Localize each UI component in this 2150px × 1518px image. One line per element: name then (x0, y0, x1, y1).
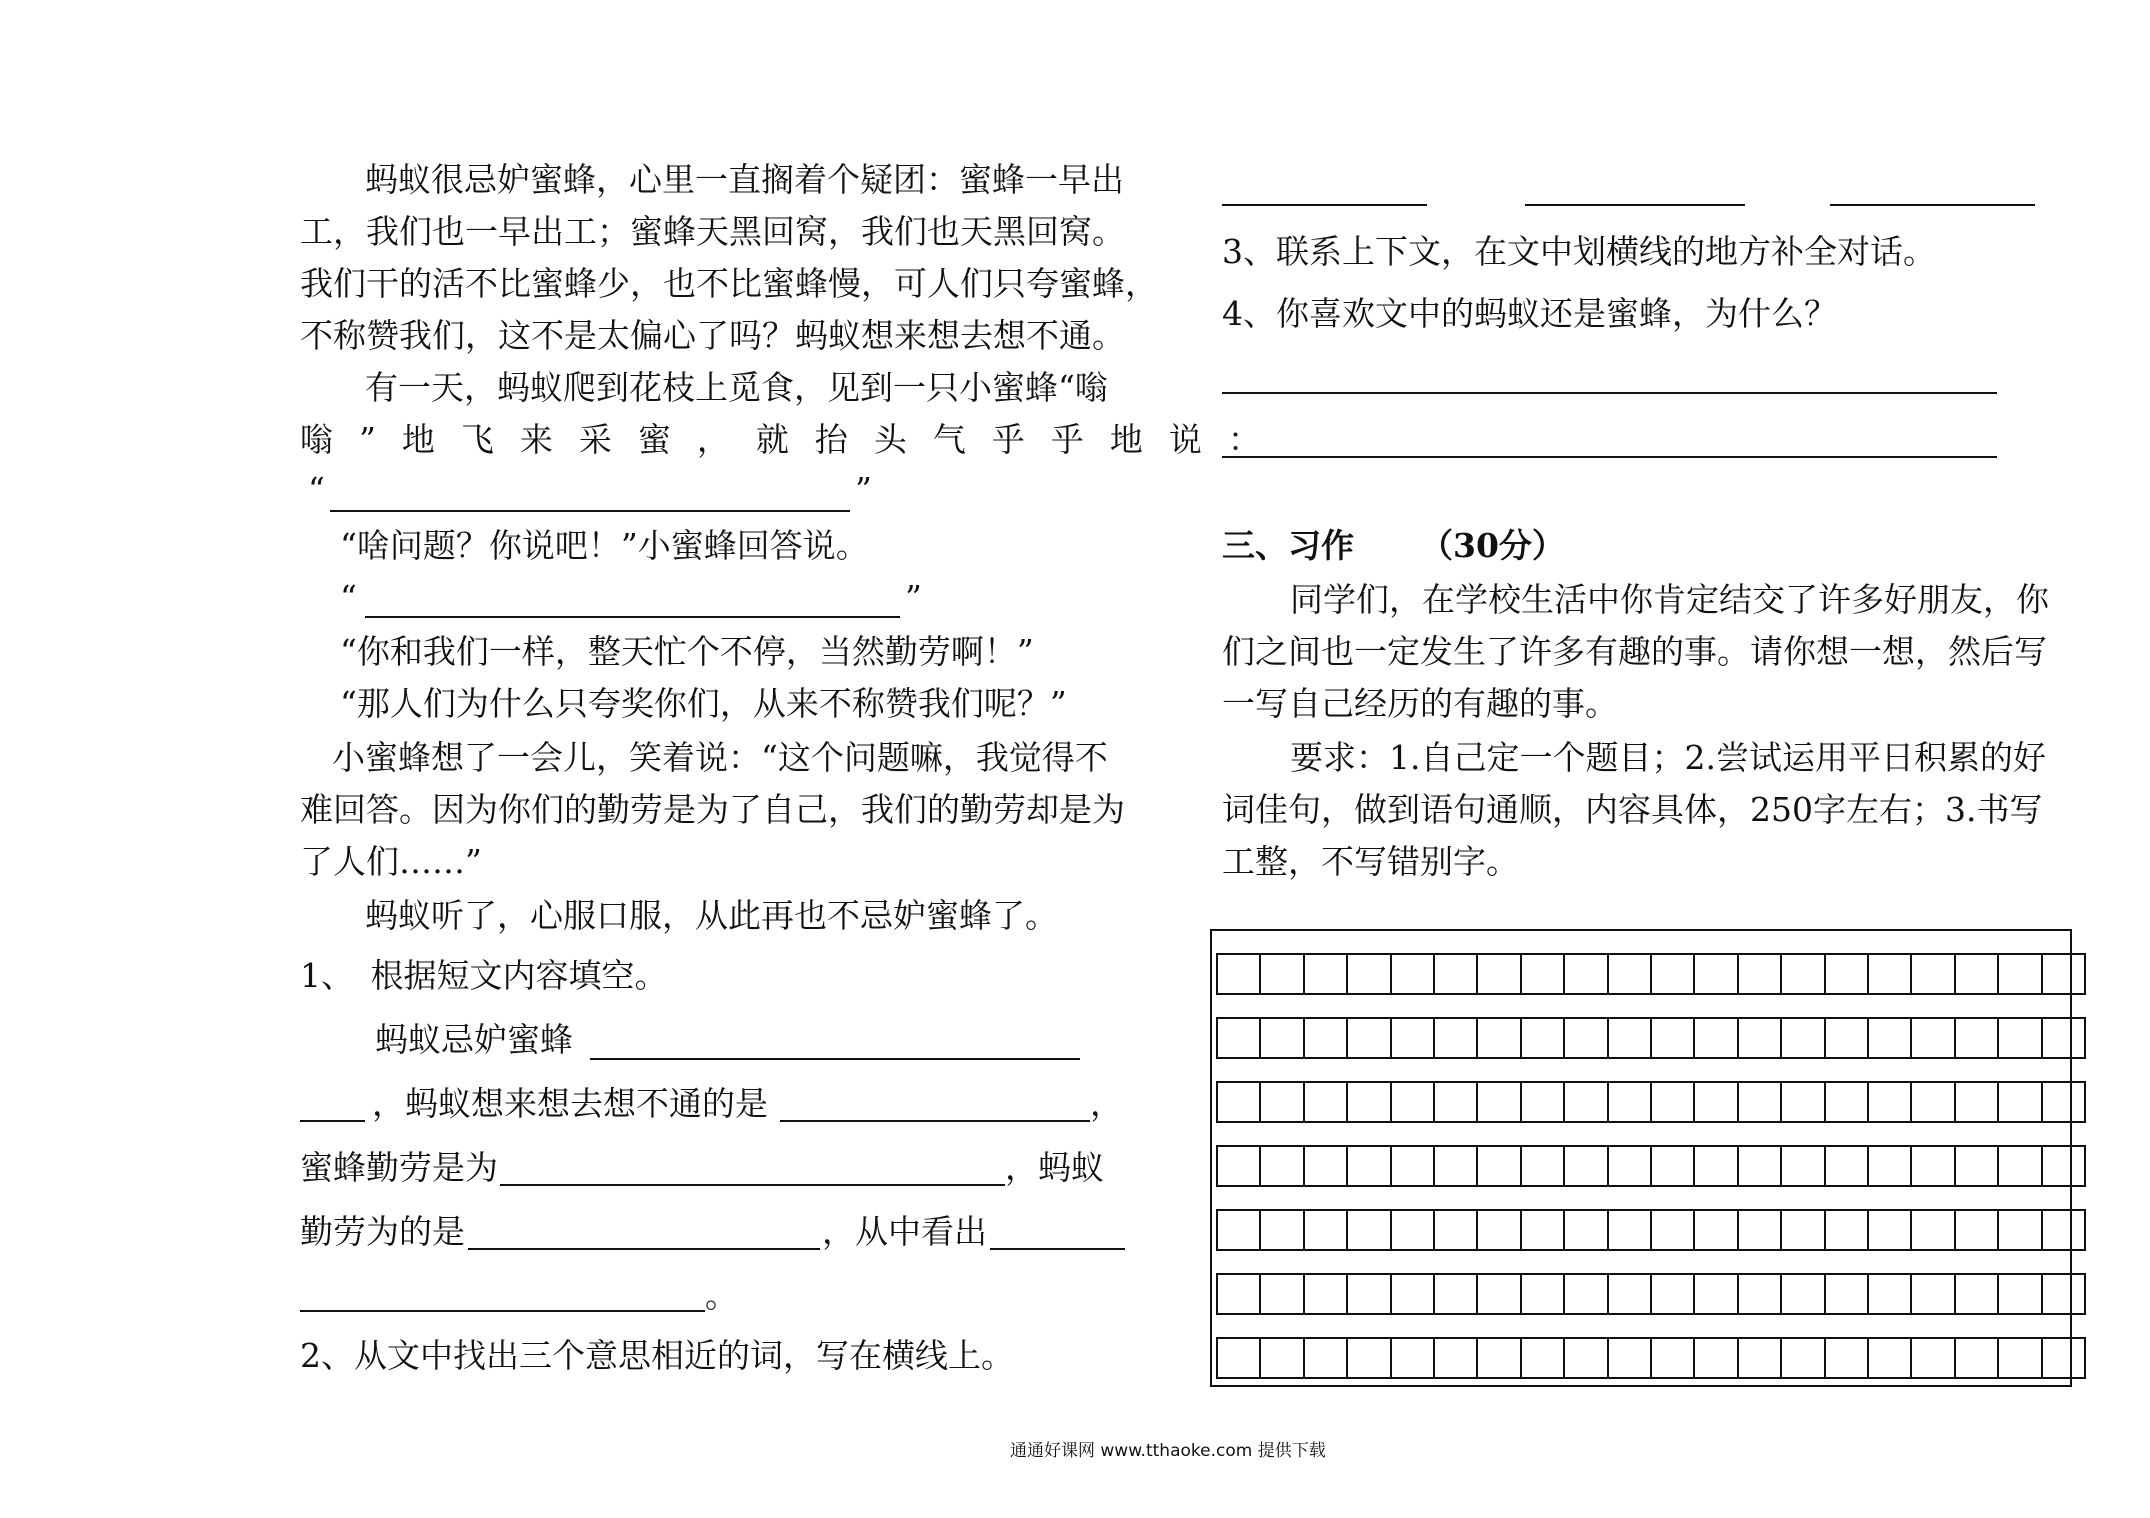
sec3-body-line-2: 们之间也一定发生了许多有趣的事。请你想一想，然后写 (1222, 632, 2047, 671)
grid-cell[interactable] (1476, 953, 1521, 995)
grid-cell[interactable] (1780, 1145, 1825, 1187)
grid-cell[interactable] (1303, 1017, 1348, 1059)
grid-cell[interactable] (1433, 1017, 1478, 1059)
p1-line-2: 工，我们也一早出工；蜜蜂天黑回窝，我们也天黑回窝。 (300, 212, 1125, 251)
answer-blank-2[interactable] (365, 616, 900, 618)
grid-cell[interactable] (1303, 1209, 1348, 1251)
grid-cell[interactable] (1780, 1017, 1825, 1059)
q4-answer-line-2[interactable] (1222, 456, 1997, 458)
grid-cell[interactable] (1693, 1017, 1738, 1059)
grid-cell[interactable] (1216, 1209, 1261, 1251)
grid-cell[interactable] (1737, 1017, 1782, 1059)
grid-cell[interactable] (1390, 1081, 1435, 1123)
grid-cell[interactable] (1737, 1273, 1782, 1315)
grid-cell[interactable] (1607, 953, 1652, 995)
quote-close: ” (855, 470, 872, 509)
grid-cell[interactable] (1433, 1145, 1478, 1187)
grid-cell[interactable] (1563, 1209, 1608, 1251)
grid-cell[interactable] (2041, 1273, 2086, 1315)
grid-row (1212, 953, 2070, 997)
grid-cell[interactable] (1476, 1017, 1521, 1059)
grid-cell[interactable] (1780, 953, 1825, 995)
grid-cell[interactable] (1346, 1209, 1391, 1251)
quote-open-2: “ (340, 578, 357, 617)
q1-d-mid: ，从中看出 (822, 1212, 987, 1251)
composition-grid[interactable] (1210, 929, 2072, 1387)
grid-cell[interactable] (1824, 1209, 1869, 1251)
grid-cell[interactable] (1910, 1209, 1955, 1251)
grid-cell[interactable] (1910, 1337, 1955, 1379)
grid-cell[interactable] (1650, 1273, 1695, 1315)
dialogue-3: “那人们为什么只夸奖你们，从来不称赞我们呢？” (340, 684, 1067, 723)
grid-cell[interactable] (1824, 1081, 1869, 1123)
dialogue-4-line-3: 了人们……” (300, 842, 482, 881)
grid-cell[interactable] (1954, 1145, 1999, 1187)
grid-cell[interactable] (1693, 1081, 1738, 1123)
grid-cell[interactable] (2041, 1081, 2086, 1123)
grid-cell[interactable] (1390, 1273, 1435, 1315)
grid-cell[interactable] (1259, 1081, 1304, 1123)
dialogue-1: “啥问题？你说吧！”小蜜蜂回答说。 (340, 526, 869, 565)
grid-cell[interactable] (1346, 953, 1391, 995)
question-4: 4、你喜欢文中的蚂蚁还是蜜蜂，为什么？ (1222, 294, 1837, 333)
grid-cell[interactable] (1390, 1337, 1435, 1379)
grid-cell[interactable] (1867, 1017, 1912, 1059)
grid-cell[interactable] (1824, 1017, 1869, 1059)
grid-cell[interactable] (1520, 1209, 1565, 1251)
grid-cell[interactable] (1563, 1145, 1608, 1187)
grid-cell[interactable] (1737, 1337, 1782, 1379)
grid-cell[interactable] (1737, 1081, 1782, 1123)
grid-cell[interactable] (1997, 1081, 2042, 1123)
grid-cell[interactable] (1607, 1081, 1652, 1123)
p1-line-3: 我们干的活不比蜜蜂少，也不比蜜蜂慢，可人们只夸蜜蜂， (300, 264, 1158, 303)
grid-cell[interactable] (1520, 1145, 1565, 1187)
question-3: 3、联系上下文，在文中划横线的地方补全对话。 (1222, 232, 1936, 271)
grid-row (1212, 1209, 2070, 1253)
grid-row (1212, 1337, 2070, 1381)
grid-cell[interactable] (2041, 953, 2086, 995)
question-2: 2、从文中找出三个意思相近的词，写在横线上。 (300, 1336, 1014, 1375)
grid-cell[interactable] (1867, 1337, 1912, 1379)
p2-line-1: 有一天，蚂蚁爬到花枝上觅食，见到一只小蜜蜂“嗡 (365, 368, 1108, 407)
grid-cell[interactable] (2041, 1209, 2086, 1251)
grid-cell[interactable] (1520, 1017, 1565, 1059)
q1-blank-b1[interactable] (300, 1120, 365, 1122)
grid-cell[interactable] (1520, 1081, 1565, 1123)
grid-cell[interactable] (1910, 1081, 1955, 1123)
grid-cell[interactable] (1520, 953, 1565, 995)
q1-blank-a[interactable] (590, 1058, 1080, 1060)
grid-cell[interactable] (1780, 1209, 1825, 1251)
sec3-body-line-1: 同学们，在学校生活中你肯定结交了许多好朋友，你 (1290, 580, 2049, 619)
grid-cell[interactable] (1563, 1017, 1608, 1059)
grid-cell[interactable] (1693, 1273, 1738, 1315)
grid-cell[interactable] (2041, 1337, 2086, 1379)
q1-b-end: ， (1090, 1084, 1123, 1123)
section-3-score: （30分） (1420, 526, 1565, 565)
requirement-line-3: 工整，不写错别字。 (1222, 842, 1519, 881)
q1-d-text: 勤劳为的是 (300, 1212, 465, 1251)
grid-row (1212, 1017, 2070, 1061)
grid-cell[interactable] (1259, 1337, 1304, 1379)
grid-cell[interactable] (1346, 1145, 1391, 1187)
grid-cell[interactable] (1563, 1337, 1608, 1379)
q1-e-end: 。 (705, 1276, 738, 1315)
grid-cell[interactable] (2041, 1145, 2086, 1187)
grid-cell[interactable] (1259, 1145, 1304, 1187)
grid-cell[interactable] (1259, 1273, 1304, 1315)
grid-cell[interactable] (1997, 953, 2042, 995)
grid-cell[interactable] (1954, 1081, 1999, 1123)
q1-c-end: ，蚂蚁 (1005, 1148, 1104, 1187)
grid-cell[interactable] (1997, 1273, 2042, 1315)
grid-cell[interactable] (1216, 1017, 1261, 1059)
question-1: 1、 根据短文内容填空。 (300, 956, 668, 995)
grid-cell[interactable] (1867, 1081, 1912, 1123)
q1-b-text: ，蚂蚁想来想去想不通的是 (372, 1084, 768, 1123)
word-blank-3[interactable] (1830, 204, 2035, 206)
grid-cell[interactable] (1216, 1337, 1261, 1379)
grid-cell[interactable] (1867, 1209, 1912, 1251)
requirement-line-2: 词佳句，做到语句通顺，内容具体，250字左右；3.书写 (1222, 790, 2043, 829)
requirement-line-1: 要求：1.自己定一个题目；2.尝试运用平日积累的好 (1290, 738, 2046, 777)
grid-cell[interactable] (1607, 1337, 1652, 1379)
grid-cell[interactable] (1780, 1081, 1825, 1123)
grid-cell[interactable] (1476, 1209, 1521, 1251)
grid-cell[interactable] (1650, 1081, 1695, 1123)
grid-cell[interactable] (1910, 1017, 1955, 1059)
grid-cell[interactable] (1476, 1145, 1521, 1187)
grid-cell[interactable] (1433, 1081, 1478, 1123)
grid-cell[interactable] (1693, 953, 1738, 995)
grid-row (1212, 1273, 2070, 1317)
p1-line-4: 不称赞我们，这不是太偏心了吗？蚂蚁想来想去想不通。 (300, 316, 1125, 355)
grid-cell[interactable] (1737, 953, 1782, 995)
grid-cell[interactable] (1216, 1145, 1261, 1187)
grid-cell[interactable] (1346, 1081, 1391, 1123)
grid-cell[interactable] (1259, 1017, 1304, 1059)
grid-cell[interactable] (1867, 1273, 1912, 1315)
grid-cell[interactable] (1650, 1209, 1695, 1251)
grid-cell[interactable] (1824, 1273, 1869, 1315)
grid-cell[interactable] (1650, 1017, 1695, 1059)
grid-cell[interactable] (1824, 1145, 1869, 1187)
grid-cell[interactable] (1693, 1209, 1738, 1251)
grid-cell[interactable] (1433, 1273, 1478, 1315)
footer-credit: 通通好课网 www.tthaoke.com 提供下载 (1010, 1441, 1326, 1461)
grid-cell[interactable] (1563, 1081, 1608, 1123)
grid-cell[interactable] (1476, 1337, 1521, 1379)
grid-cell[interactable] (1563, 953, 1608, 995)
grid-cell[interactable] (1997, 1209, 2042, 1251)
grid-cell[interactable] (1954, 1017, 1999, 1059)
grid-cell[interactable] (1390, 1017, 1435, 1059)
q1-blank-d2[interactable] (990, 1248, 1125, 1250)
grid-cell[interactable] (1303, 1337, 1348, 1379)
q1-c-text: 蜜蜂勤劳是为 (300, 1148, 498, 1187)
grid-cell[interactable] (1824, 953, 1869, 995)
grid-cell[interactable] (1259, 1209, 1304, 1251)
dialogue-4-line-1: 小蜜蜂想了一会儿，笑着说：“这个问题嘛，我觉得不 (332, 738, 1108, 777)
grid-cell[interactable] (1390, 1209, 1435, 1251)
grid-cell[interactable] (1997, 1145, 2042, 1187)
q4-answer-line-1[interactable] (1222, 392, 1997, 394)
q1-blank-e[interactable] (300, 1310, 705, 1312)
grid-cell[interactable] (1780, 1337, 1825, 1379)
q1-blank-d[interactable] (468, 1248, 820, 1250)
grid-cell[interactable] (1216, 953, 1261, 995)
grid-cell[interactable] (1693, 1337, 1738, 1379)
grid-cell[interactable] (1346, 1273, 1391, 1315)
p1-line-1: 蚂蚁很忌妒蜜蜂，心里一直搁着个疑团：蜜蜂一早出 (365, 160, 1124, 199)
grid-cell[interactable] (1910, 1273, 1955, 1315)
grid-cell[interactable] (1997, 1337, 2042, 1379)
grid-cell[interactable] (1954, 1337, 1999, 1379)
grid-cell[interactable] (1303, 953, 1348, 995)
grid-cell[interactable] (1954, 1209, 1999, 1251)
grid-cell[interactable] (1737, 1145, 1782, 1187)
grid-row (1212, 1081, 2070, 1125)
grid-cell[interactable] (1476, 1273, 1521, 1315)
grid-cell[interactable] (1607, 1145, 1652, 1187)
grid-row (1212, 1145, 2070, 1189)
p2-line-2: 嗡”地飞来采蜜，就抬头气乎乎地说： (300, 420, 1287, 459)
dialogue-2: “你和我们一样，整天忙个不停，当然勤劳啊！” (340, 632, 1034, 671)
word-blank-2[interactable] (1525, 204, 1745, 206)
grid-cell[interactable] (1867, 953, 1912, 995)
grid-cell[interactable] (1693, 1145, 1738, 1187)
grid-cell[interactable] (1390, 1145, 1435, 1187)
grid-cell[interactable] (1433, 953, 1478, 995)
grid-cell[interactable] (1954, 1273, 1999, 1315)
grid-cell[interactable] (1737, 1209, 1782, 1251)
grid-cell[interactable] (1650, 1337, 1695, 1379)
grid-cell[interactable] (2041, 1017, 2086, 1059)
q1-a-text: 蚂蚁忌妒蜜蜂 (375, 1020, 573, 1059)
grid-cell[interactable] (1303, 1273, 1348, 1315)
grid-cell[interactable] (1346, 1017, 1391, 1059)
grid-cell[interactable] (1216, 1081, 1261, 1123)
grid-cell[interactable] (1607, 1273, 1652, 1315)
grid-cell[interactable] (1390, 953, 1435, 995)
grid-cell[interactable] (1216, 1273, 1261, 1315)
quote-close-2: ” (905, 578, 922, 617)
grid-cell[interactable] (1910, 1145, 1955, 1187)
grid-cell[interactable] (1563, 1273, 1608, 1315)
grid-cell[interactable] (1607, 1209, 1652, 1251)
grid-cell[interactable] (1303, 1081, 1348, 1123)
grid-cell[interactable] (1520, 1337, 1565, 1379)
grid-cell[interactable] (1607, 1017, 1652, 1059)
grid-cell[interactable] (1433, 1337, 1478, 1379)
section-3-title: 三、习作 (1222, 526, 1354, 565)
grid-cell[interactable] (1997, 1017, 2042, 1059)
q1-blank-c[interactable] (500, 1184, 1005, 1186)
dialogue-4-line-2: 难回答。因为你们的勤劳是为了自己，我们的勤劳却是为 (300, 790, 1125, 829)
grid-cell[interactable] (1650, 953, 1695, 995)
sec3-body-line-3: 一写自己经历的有趣的事。 (1222, 684, 1618, 723)
grid-cell[interactable] (1520, 1273, 1565, 1315)
answer-blank-1[interactable] (330, 510, 850, 512)
grid-cell[interactable] (1780, 1273, 1825, 1315)
grid-cell[interactable] (1954, 953, 1999, 995)
grid-cell[interactable] (1433, 1209, 1478, 1251)
grid-cell[interactable] (1650, 1145, 1695, 1187)
grid-cell[interactable] (1346, 1337, 1391, 1379)
grid-cell[interactable] (1259, 953, 1304, 995)
word-blank-1[interactable] (1222, 204, 1427, 206)
grid-cell[interactable] (1824, 1337, 1869, 1379)
quote-open: “ (308, 470, 325, 509)
grid-cell[interactable] (1867, 1145, 1912, 1187)
grid-cell[interactable] (1910, 953, 1955, 995)
grid-cell[interactable] (1303, 1145, 1348, 1187)
grid-cell[interactable] (1476, 1081, 1521, 1123)
dialogue-5: 蚂蚁听了，心服口服，从此再也不忌妒蜜蜂了。 (365, 896, 1058, 935)
q1-blank-b2[interactable] (780, 1120, 1090, 1122)
